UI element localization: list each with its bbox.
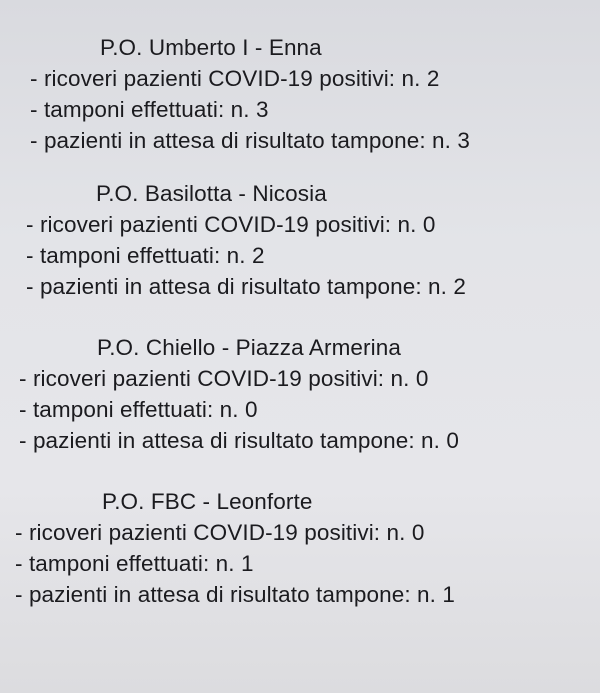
- hospital-title: P.O. Chiello - Piazza Armerina: [97, 335, 401, 360]
- hospital-section-chiello: [0, 333, 600, 456]
- stat-line-swabs: - tamponi effettuati: n. 2: [26, 243, 265, 268]
- hospital-title: P.O. FBC - Leonforte: [102, 489, 313, 514]
- stat-line-swabs: - tamponi effettuati: n. 3: [30, 97, 269, 122]
- hospital-title: P.O. Umberto I - Enna: [100, 35, 322, 60]
- hospital-section-fbc: [0, 487, 600, 610]
- stat-line-admissions: - ricoveri pazienti COVID-19 positivi: n. 2: [30, 66, 440, 91]
- stat-line-admissions: - ricoveri pazienti COVID-19 positivi: n. 0: [15, 520, 425, 545]
- stat-line-admissions: - ricoveri pazienti COVID-19 positivi: n. 0: [19, 366, 429, 391]
- stat-line-swabs: - tamponi effettuati: n. 1: [15, 551, 254, 576]
- hospital-section-umberto: [0, 33, 600, 156]
- stat-line-pending: - pazienti in attesa di risultato tampone: n. 2: [26, 274, 466, 299]
- hospital-section-basilotta: [0, 179, 600, 302]
- stat-line-swabs: - tamponi effettuati: n. 0: [19, 397, 258, 422]
- stat-line-pending: - pazienti in attesa di risultato tampone: n. 3: [30, 128, 470, 153]
- hospital-title: P.O. Basilotta - Nicosia: [96, 181, 327, 206]
- stat-line-admissions: - ricoveri pazienti COVID-19 positivi: n. 0: [26, 212, 436, 237]
- stat-line-pending: - pazienti in attesa di risultato tampone: n. 0: [19, 428, 459, 453]
- stat-line-pending: - pazienti in attesa di risultato tampone: n. 1: [15, 582, 455, 607]
